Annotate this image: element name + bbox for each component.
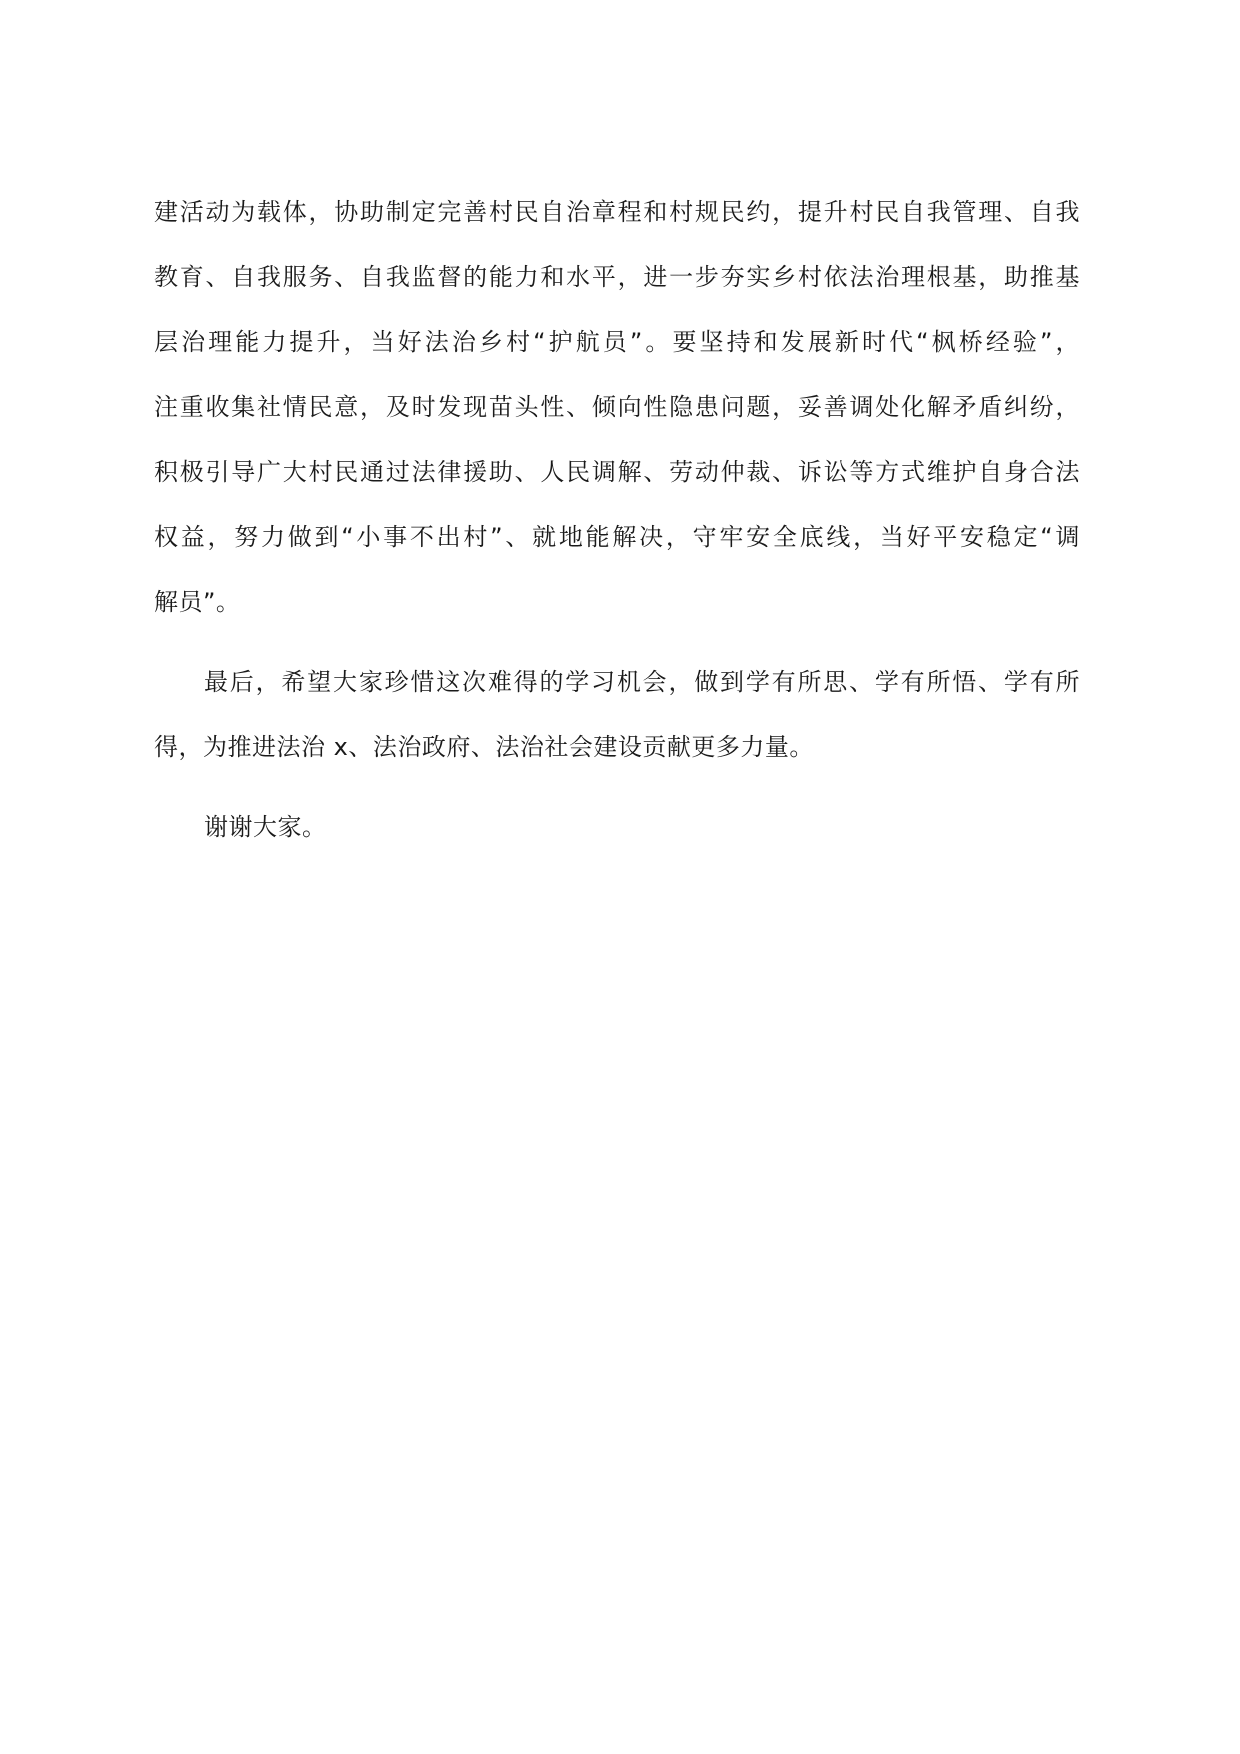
paragraph-2-line-1: 最后，希望大家珍惜这次难得的学习机会，做到学有所思、学有所悟、学有所 — [204, 668, 1080, 696]
closing-line: 谢谢大家。 — [204, 813, 327, 841]
paragraph-1-line-3: 层治理能力提升，当好法治乡村“护航员”。要坚持和发展新时代“枫桥经验”， — [154, 328, 1080, 356]
paragraph-1-line-7: 解员”。 — [154, 588, 241, 616]
paragraph-1-line-2: 教育、自我服务、自我监督的能力和水平，进一步夯实乡村依法治理根基，助推基 — [154, 263, 1080, 291]
paragraph-1-line-1: 建活动为载体，协助制定完善村民自治章程和村规民约，提升村民自我管理、自我 — [154, 198, 1080, 226]
paragraph-2-line-2: 得，为推进法治 x、法治政府、法治社会建设贡献更多力量。 — [154, 733, 814, 761]
paragraph-1-line-5: 积极引导广大村民通过法律援助、人民调解、劳动仲裁、诉讼等方式维护自身合法 — [154, 458, 1080, 486]
paragraph-1-line-6: 权益，努力做到“小事不出村”、就地能解决，守牢安全底线，当好平安稳定“调 — [154, 523, 1080, 551]
paragraph-1-line-4: 注重收集社情民意，及时发现苗头性、倾向性隐患问题，妥善调处化解矛盾纠纷， — [154, 393, 1080, 421]
